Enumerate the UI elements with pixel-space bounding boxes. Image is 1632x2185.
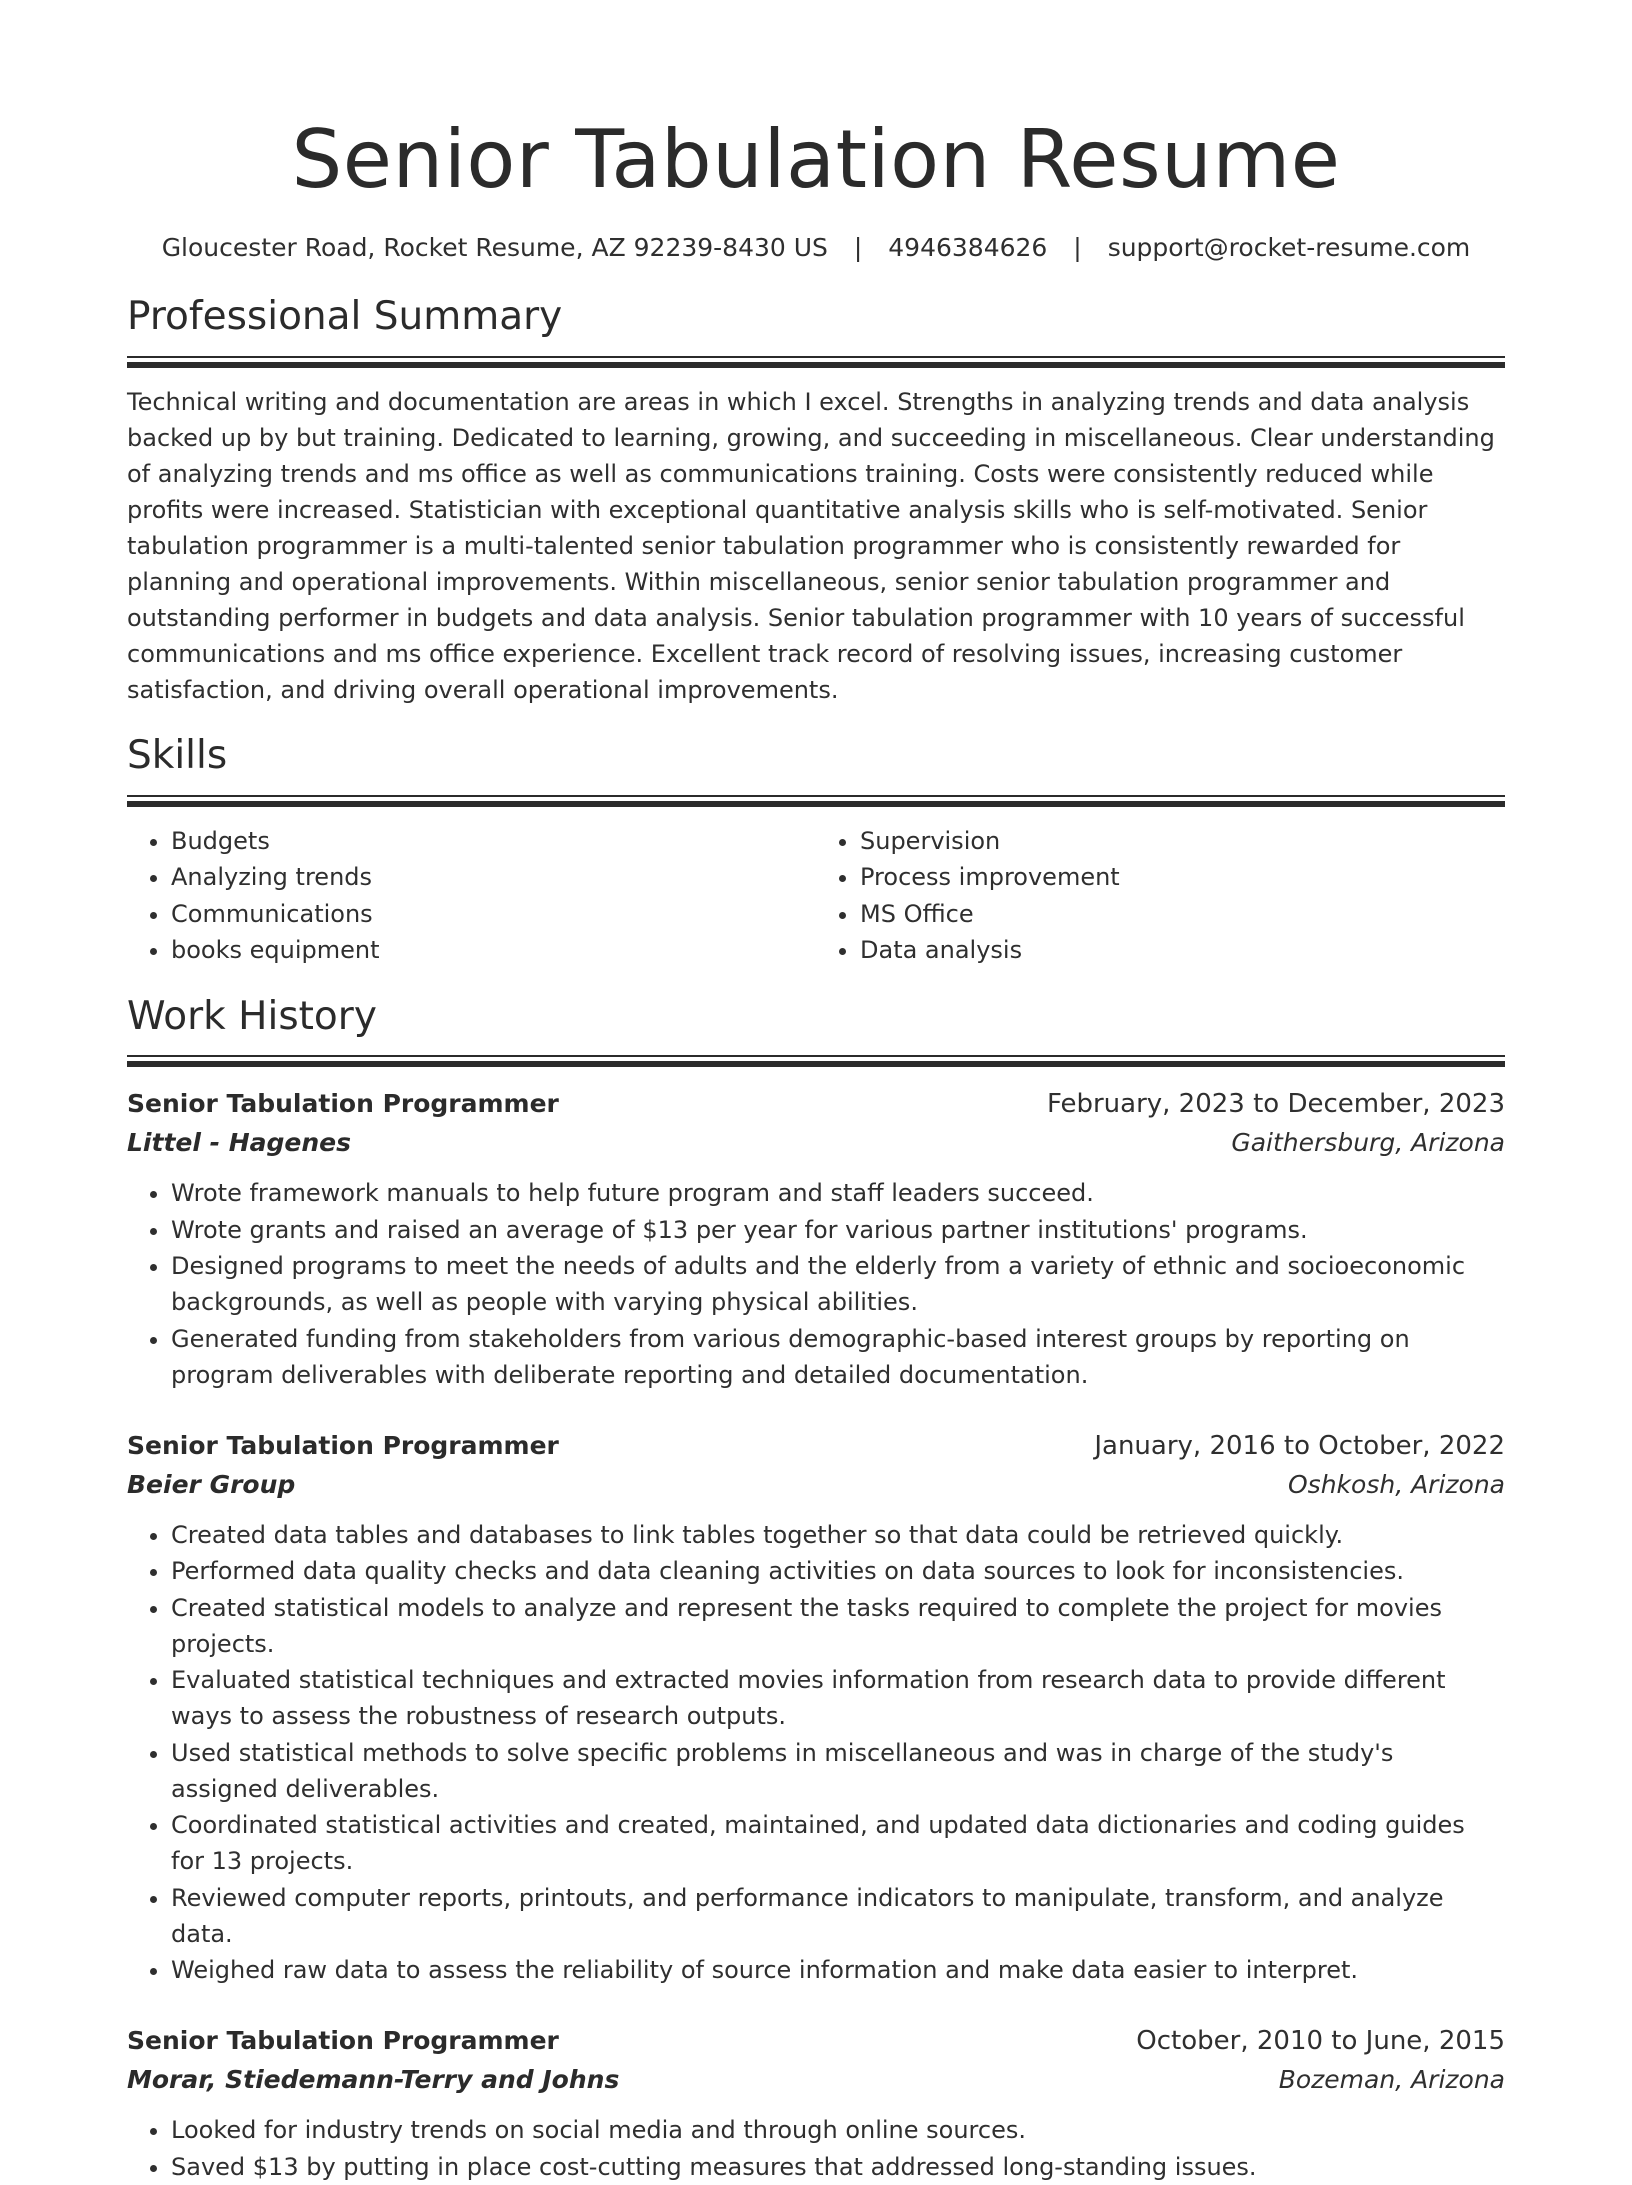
skills-list-left [127, 823, 816, 969]
job-dates: February, 2023 to December, 2023 [1046, 1089, 1505, 1120]
job-bullets [127, 1517, 1505, 1989]
skill-item: • Budgets [171, 823, 816, 860]
resume-title: Senior Tabulation Resume [291, 113, 1341, 206]
job-dates: October, 2010 to June, 2015 [1136, 2026, 1505, 2057]
skills-heading: Skills [127, 732, 228, 778]
summary-text: Technical writing and documentation are areas in which I excel. Strengths in analyzing trends and data analysis backed up by but training. Dedicated to learning, growing, and succeeding in miscellaneous. Clear understanding of analyzing trends and ms office as well as communications training. Costs were consistently reduced while profits were increased. Statistician with exceptional quantitative analysis skills who is self-motivated. Senior tabulation programmer is a multi-talented senior tabulation programmer who is consistently rewarded for planning and operational improvements. Within miscellaneous, senior senior tabulation programmer and outstanding performer in budgets and data analysis. Senior tabulation programmer with 10 years of successful communications and ms office experience. Excellent track record of resolving issues, increasing customer satisfaction, and driving overall operational improvements. [127, 387, 1495, 704]
skill-item: • Analyzing trends [171, 859, 816, 896]
skills-list-right [816, 823, 1505, 969]
job-entry [127, 2022, 1505, 2185]
job-bullet: • Wrote grants and raised an average of $13 per year for various partner institutions' programs. [171, 1212, 1505, 1248]
job-bullet: • Used statistical methods to solve specific problems in miscellaneous and was in charge of the study's assigned deliverables. [171, 1735, 1505, 1807]
job-bullet: • Reviewed computer reports, printouts, and performance indicators to manipulate, transform, and analyze data. [171, 1880, 1505, 1952]
skill-item: • Process improvement [860, 859, 1505, 896]
job-bullets [127, 1175, 1505, 1393]
skill-item: • Data analysis [860, 932, 1505, 969]
job-title: Senior Tabulation Programmer [127, 1430, 559, 1460]
section-divider [127, 1055, 1505, 1067]
section-divider [127, 356, 1505, 368]
skill-item: • MS Office [860, 896, 1505, 933]
job-entry [127, 1427, 1505, 1989]
job-bullet: • Looked for industry trends on social media and through online sources. [171, 2112, 1505, 2148]
contact-separator: | [1073, 233, 1082, 262]
skill-item: • Communications [171, 896, 816, 933]
job-bullet: • Created data tables and databases to link tables together so that data could be retrieved quickly. [171, 1517, 1505, 1553]
job-header [127, 1427, 1505, 1465]
job-dates: January, 2016 to October, 2022 [1094, 1430, 1505, 1461]
contact-email: support@rocket-resume.com [1107, 233, 1471, 262]
job-bullet: • Evaluated statistical techniques and extracted movies information from research data to provide different ways to assess the robustness of research outputs. [171, 1662, 1505, 1734]
job-bullet: • Generated funding from stakeholders from various demographic-based interest groups by reporting on program deliverables with deliberate reporting and detailed documentation. [171, 1321, 1505, 1393]
job-bullet: • Created statistical models to analyze and represent the tasks required to complete the project for movies projects. [171, 1590, 1505, 1662]
contact-phone: 4946384626 [888, 233, 1048, 262]
job-header [127, 2022, 1505, 2060]
job-bullet: • Weighed raw data to assess the reliability of source information and make data easier to interpret. [171, 1952, 1505, 1988]
job-bullet: • Saved $13 by putting in place cost-cutting measures that addressed long-standing issues. [171, 2149, 1505, 2185]
job-location: Bozeman, Arizona [1278, 2065, 1505, 2095]
job-company: Littel - Hagenes [127, 1128, 351, 1158]
job-title: Senior Tabulation Programmer [127, 2026, 559, 2056]
job-subheader [127, 2060, 1505, 2100]
contact-line [127, 230, 1505, 265]
skill-item: • Supervision [860, 823, 1505, 860]
contact-separator: | [853, 233, 863, 262]
job-bullet: • Coordinated statistical activities and created, maintained, and updated data dictionaries and coding guides for 13 projects. [171, 1807, 1505, 1879]
skills-grid [127, 823, 1505, 969]
summary-section [127, 293, 1505, 708]
job-bullets [127, 2112, 1505, 2185]
job-bullet: • Designed programs to meet the needs of adults and the elderly from a variety of ethnic and socioeconomic backgrounds, as well as people with varying physical abilities. [171, 1248, 1505, 1320]
section-divider [127, 795, 1505, 807]
contact-address: Gloucester Road, Rocket Resume, AZ 92239-8430 US [161, 233, 828, 262]
job-bullet: • Performed data quality checks and data cleaning activities on data sources to look for inconsistencies. [171, 1553, 1505, 1589]
summary-heading: Professional Summary [127, 294, 563, 339]
work-history-heading: Work History [127, 993, 377, 1039]
skills-section [127, 732, 1505, 969]
job-location: Gaithersburg, Arizona [1231, 1128, 1505, 1158]
job-location: Oshkosh, Arizona [1288, 1469, 1505, 1499]
job-company: Beier Group [127, 1469, 296, 1499]
job-subheader [127, 1123, 1505, 1163]
job-subheader [127, 1465, 1505, 1505]
job-entry [127, 1085, 1505, 1393]
job-header [127, 1085, 1505, 1123]
job-title: Senior Tabulation Programmer [127, 1089, 559, 1119]
work-history-section [127, 993, 1505, 2185]
job-bullet: • Wrote framework manuals to help future program and staff leaders succeed. [171, 1175, 1505, 1211]
skill-item: • books equipment [171, 932, 816, 969]
job-company: Morar, Stiedemann-Terry and Johns [127, 2065, 620, 2095]
